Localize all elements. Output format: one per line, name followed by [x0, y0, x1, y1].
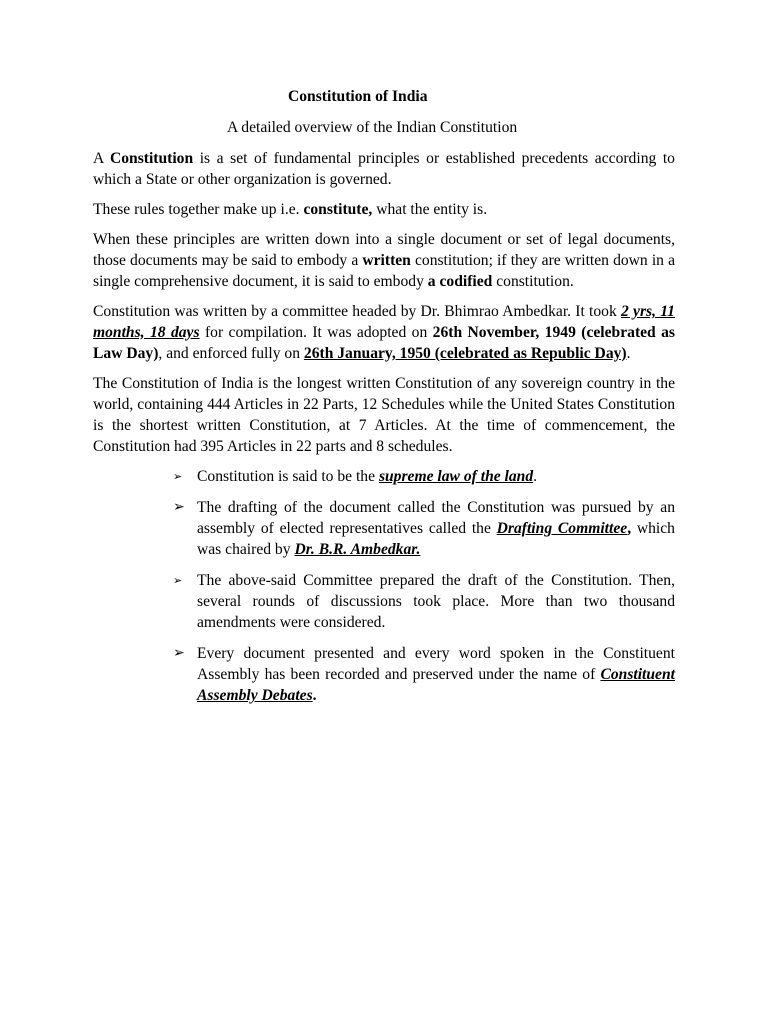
duration-emphasis: 2 yrs, 11 months, 18 days	[93, 303, 675, 341]
text-run: Constitution was written by a committee headed by Dr. Bhimrao Ambedkar. It took	[93, 303, 622, 320]
bullet-list	[93, 466, 675, 706]
text-run: When these principles are written down into a single document or set of legal documents, those documents may be said to embody a	[93, 231, 675, 269]
text-run: is a set of fundamental principles or established precedents according to which a State or other organization is governed.	[93, 150, 675, 188]
list-item	[173, 466, 675, 487]
emphasis-assembly-debates: Constituent Assembly Debates	[197, 666, 675, 704]
text-run: ,	[627, 520, 632, 537]
text-run: Constitution is said to be the	[197, 468, 379, 485]
text-run: .	[626, 345, 631, 362]
text-run: Every document presented and every word spoken in the Constituent Assembly has been recorded and preserved under the name of	[197, 645, 675, 683]
emphasis-drafting-committee: Drafting Committee	[496, 520, 628, 537]
bold-term-codified: a codified	[427, 273, 493, 290]
text-run: The above-said Committee prepared the draft of the Constitution. Then, several rounds of discussions took place. More than two thousand amendments were considered.	[197, 572, 675, 631]
text-run: constitution; if they are written down in a single comprehensive document, it is said to embody	[93, 252, 676, 290]
paragraph-articles: The Constitution of India is the longest written Constitution of any sovereign country in the world, containing 444 Articles in 22 Parts, 12 Schedules while the United States Constitution is the shortest written Constitution, at 7 Articles. At the time of commencement, the Constitution had 395 Articles in 22 parts and 8 schedules.	[93, 375, 675, 455]
text-run: , and enforced fully on	[158, 345, 304, 362]
paragraph-history	[93, 301, 675, 364]
list-item	[173, 570, 675, 633]
arrow-bullet-icon: ➢	[173, 499, 185, 515]
arrow-bullet-icon: ➢	[173, 645, 185, 661]
text-run: .	[533, 468, 538, 485]
text-run: The drafting of the document called the Constitution was pursued by an assembly of elected representatives called the	[197, 499, 675, 537]
text-run: for compilation. It was adopted on	[199, 324, 433, 341]
arrow-bullet-icon: ➢	[173, 574, 183, 587]
list-item	[173, 497, 675, 560]
text-run: .	[312, 687, 317, 704]
document-title: Constitution of India	[288, 88, 428, 105]
document-body	[93, 86, 675, 716]
text-run: which was chaired by	[197, 520, 675, 558]
adoption-date: 26th November, 1949 (celebrated as Law Day)	[93, 324, 676, 362]
text-run: constitution.	[492, 273, 574, 290]
paragraph-definition	[93, 148, 675, 190]
arrow-bullet-icon: ➢	[173, 470, 183, 483]
bold-term-constitution: Constitution	[109, 150, 194, 167]
text-run: These rules together make up i.e.	[93, 201, 304, 218]
emphasis-supreme-law: supreme law of the land	[378, 468, 534, 485]
bold-term-written: written	[362, 252, 411, 269]
paragraph-written-codified	[93, 229, 675, 292]
emphasis-ambedkar: Dr. B.R. Ambedkar.	[294, 541, 421, 558]
enforcement-date: 26th January, 1950 (celebrated as Republic Day)	[303, 345, 627, 362]
list-item	[173, 643, 675, 706]
paragraph-rules	[93, 199, 675, 220]
bold-term-constitute: constitute,	[303, 201, 373, 218]
text-run: what the entity is.	[372, 201, 488, 218]
text-run: A	[93, 150, 110, 167]
document-subtitle: A detailed overview of the Indian Constitution	[227, 119, 518, 136]
